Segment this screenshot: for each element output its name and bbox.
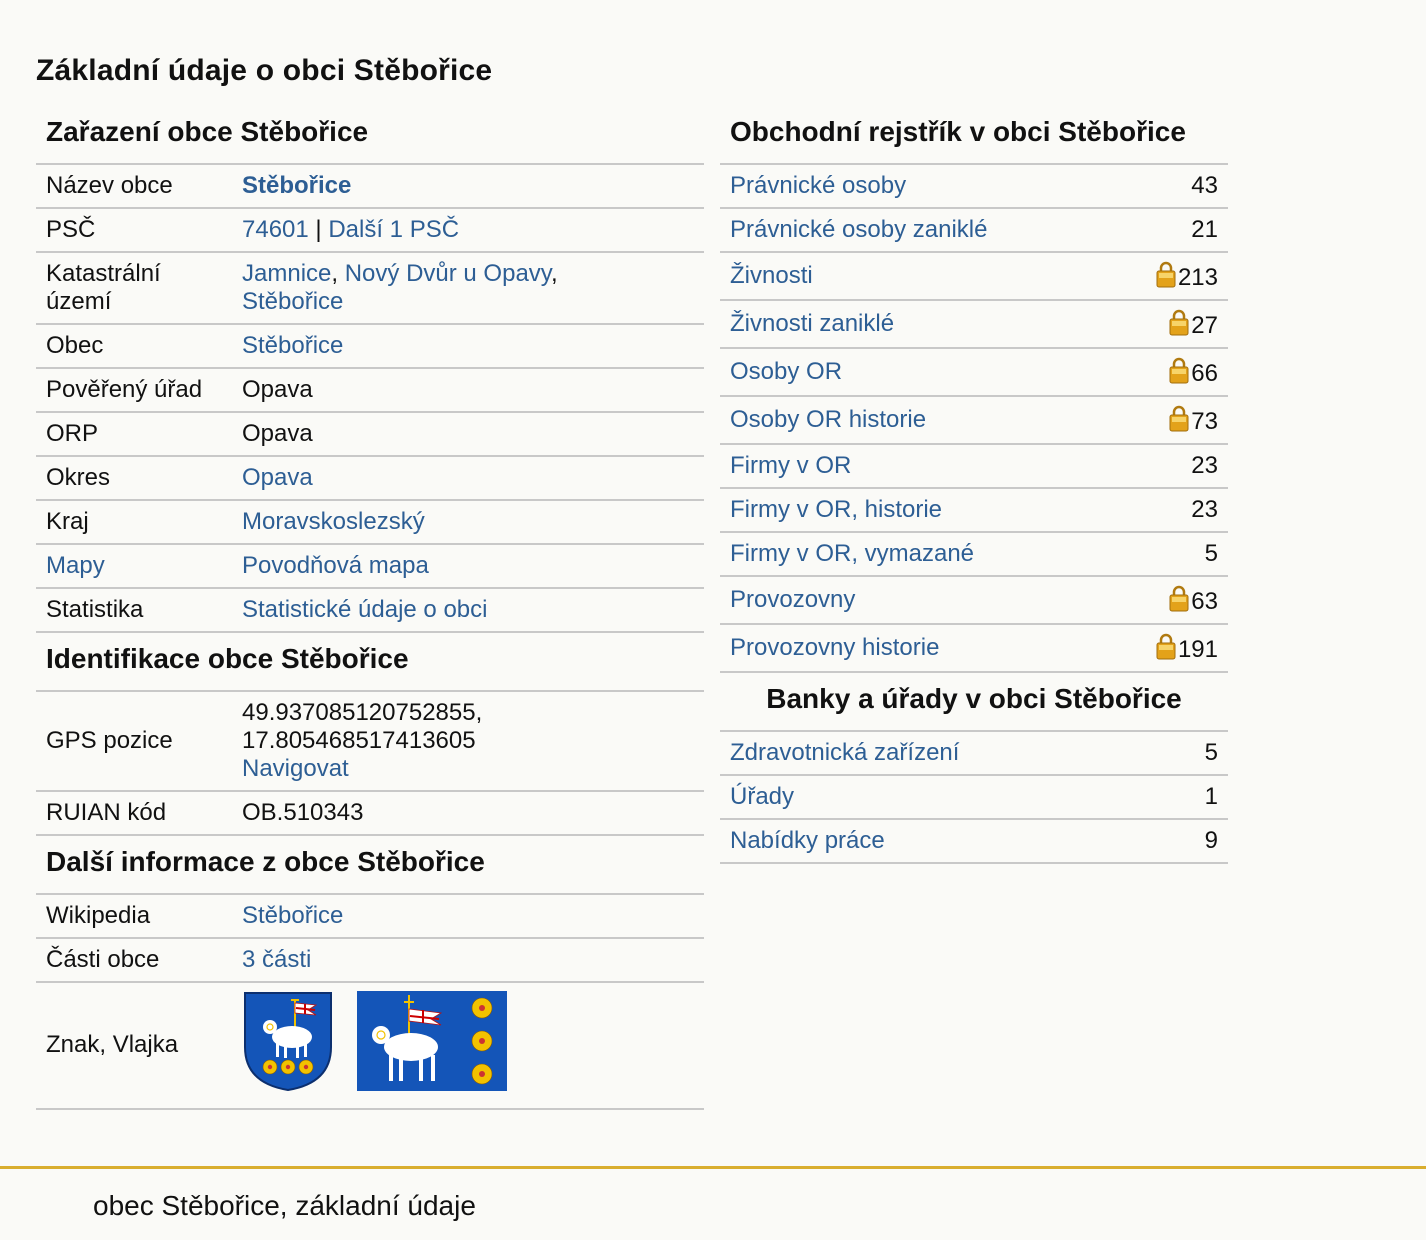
record-count: 63 [1191,588,1218,615]
identification-table [36,692,704,836]
lock-icon [1169,308,1189,336]
lock-icon [1156,260,1176,288]
table-row [36,368,704,412]
record-count: 73 [1191,408,1218,435]
row-label: Statistika [36,588,232,632]
row-label: PSČ [36,208,232,252]
lock-icon [1169,404,1189,432]
table-row [36,588,704,632]
table-row [36,544,704,588]
wikipedia-link[interactable]: Stěbořice [242,902,344,929]
table-row [720,165,1228,208]
table-row [36,456,704,500]
table-row [720,819,1228,863]
row-label: Pověřený úřad [36,368,232,412]
flag-image[interactable] [357,991,507,1098]
register-link[interactable]: Firmy v OR, historie [730,496,943,523]
row-label: Název obce [36,165,232,208]
table-row [36,412,704,456]
postal-code-link[interactable]: 74601 [242,216,309,243]
row-label: Části obce [36,938,232,982]
business-register-table [720,165,1228,673]
district-link[interactable]: Opava [242,464,313,491]
table-row [36,791,704,835]
section-title-banks-offices: Banky a úřady v obci Stěbořice [720,673,1228,732]
section-title-business-register: Obchodní rejstřík v obci Stěbořice [720,106,1228,165]
row-value: Opava [232,368,704,412]
table-row [720,208,1228,252]
maps-link[interactable]: Mapy [46,552,105,579]
banks-offices-table [720,732,1228,864]
register-link[interactable]: Firmy v OR [730,452,852,479]
ruian-code: OB.510343 [232,791,704,835]
table-row [720,444,1228,488]
classification-table [36,165,704,633]
table-row [36,692,704,791]
record-count: 23 [1191,496,1218,523]
municipality-link[interactable]: Stěbořice [242,332,344,359]
table-row [720,252,1228,300]
record-count: 9 [1204,827,1218,854]
table-row [36,938,704,982]
record-count: 191 [1177,636,1218,663]
table-row: Katastrální území Jamnice, Nový Dvůr u Opavy, Stěbořice [36,252,704,324]
left-column [36,106,704,1110]
register-link[interactable]: Osoby OR historie [730,406,927,433]
register-link[interactable]: Firmy v OR, vymazané [730,540,975,567]
footer-divider [0,1166,1426,1169]
register-link[interactable]: Úřady [730,783,795,810]
record-count: 66 [1191,360,1218,387]
record-count: 5 [1204,739,1218,766]
row-label: GPS pozice [36,692,232,791]
register-link[interactable]: Právnické osoby zaniklé [730,216,988,243]
record-count: 43 [1191,172,1218,199]
register-link[interactable]: Živnosti zaniklé [730,310,895,337]
record-count: 27 [1191,312,1218,339]
table-row [720,576,1228,624]
right-column [720,106,1228,864]
more-postal-codes-link[interactable]: Další 1 PSČ [328,216,460,243]
record-count: 5 [1204,540,1218,567]
table-row [36,500,704,544]
section-title-identification: Identifikace obce Stěbořice [36,633,704,692]
municipality-name-link[interactable]: Stěbořice [242,172,352,199]
row-label: Obec [36,324,232,368]
table-row [36,324,704,368]
table-row [36,982,704,1109]
more-info-table [36,895,704,1110]
lock-icon [1169,356,1189,384]
lock-icon [1156,632,1176,660]
row-value: Opava [232,412,704,456]
table-row [720,775,1228,819]
section-title-more-info: Další informace z obce Stěbořice [36,836,704,895]
record-count: 1 [1204,783,1218,810]
separator: | [308,216,329,243]
gps-longitude: 17.805468517413605 [242,727,476,754]
row-label: Okres [36,456,232,500]
table-row [720,732,1228,775]
row-label: Kraj [36,500,232,544]
row-label: Wikipedia [36,895,232,938]
table-row [36,208,704,252]
table-row [36,895,704,938]
region-link[interactable]: Moravskoslezský [242,508,425,535]
table-row [720,300,1228,348]
register-link[interactable]: Provozovny historie [730,634,940,661]
municipality-parts-link[interactable]: 3 části [242,946,312,973]
table-row [36,165,704,208]
row-label: RUIAN kód [36,791,232,835]
gps-latitude: 49.937085120752855, [242,699,483,726]
register-link[interactable]: Zdravotnická zařízení [730,739,960,766]
register-link[interactable]: Nabídky práce [730,827,885,854]
record-count: 213 [1177,264,1218,291]
coat-of-arms-image[interactable] [242,991,334,1098]
row-label: Znak, Vlajka [36,982,232,1109]
register-link[interactable]: Živnosti [730,262,813,289]
table-row [720,488,1228,532]
record-count: 21 [1191,216,1218,243]
register-link[interactable]: Provozovny [730,586,856,613]
register-link[interactable]: Osoby OR [730,358,843,385]
record-count: 23 [1191,452,1218,479]
table-row [720,532,1228,576]
lock-icon [1169,584,1189,612]
flood-map-link[interactable]: Povodňová mapa [242,552,429,579]
register-link[interactable]: Právnické osoby [730,172,907,199]
navigate-link[interactable]: Navigovat [242,755,349,782]
page-title: Základní údaje o obci Stěbořice [36,54,493,87]
table-row [720,348,1228,396]
table-row [720,396,1228,444]
statistics-link[interactable]: Statistické údaje o obci [242,596,488,623]
footer-text: obec Stěbořice, základní údaje [93,1190,476,1221]
row-label: Katastrální území [36,252,232,324]
cadastral-link-steborice[interactable]: Stěbořice [242,288,344,315]
table-row [720,624,1228,672]
cadastral-link-jamnice[interactable]: Jamnice [242,260,332,287]
cadastral-link-novy-dvur[interactable]: Nový Dvůr u Opavy [344,260,552,287]
row-label: ORP [36,412,232,456]
section-title-classification: Zařazení obce Stěbořice [36,106,704,165]
